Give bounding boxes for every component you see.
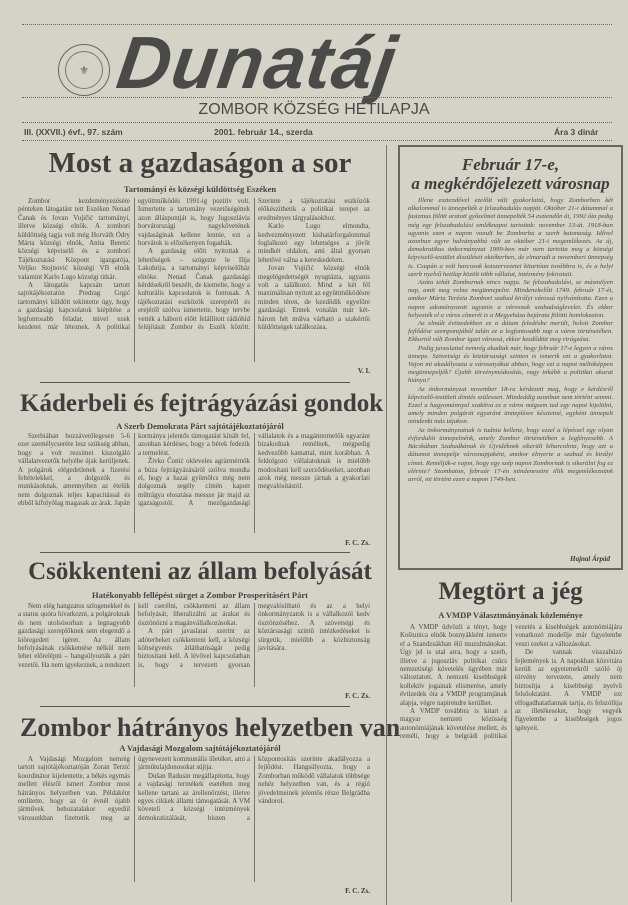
article-body [400,624,622,902]
paragraph: Pedig javaslattal nemrég akadtak már, hogy február 17-e legyen a város ünnepe. Szövetségi és köztársasági szinten is ismerik ezt a gyakorlatot. Vajon mi akadályozza a városatyákat abban, hogy ezt a napot méltóképpen megünnepeljék? Újabb törvénymódosítás, vagy inkább a politikai akarat hiánya? [408,344,613,385]
paragraph: Nem elég hangzatos szlogenekkel és a status quóra hivatkozni, a polgároknak és nem utolsósorban a legnagyobb gazdasági szereplőknek sem elegendő a kiöregedett ígéret. Az állam befolyásának csökkentése nélkül nem lehet előrelépni – hangsúlyozták a párt vezetői. Ha nem igyekeznek, a rendszert kell cserélni, csökkenteni az állam befolyását, liberalizálni az árakat és ösztönözni a magánvállalkozásokat. [18,603,250,669]
masthead-rule-bottom [22,122,612,123]
paragraph: Az önkormányzat november 18-ra kérdezett meg, hogy e kérdésről képviselő-testületi döntés szülessen. Mindeddig azonban nem történt semmi. Ezzel a hagyománnyal szakítva ez a város mégsem tud egy napot kijelölni, amely minden polgárát egyaránt ünneplésre késztetné, egyként ünnepelt mindenki más tájakon. [408,385,613,426]
article-subhead: Tartományi és községi küldöttség Eszéken [123,184,277,194]
masthead-rule [22,97,612,98]
column-divider [386,145,387,905]
editorial-signature: Hajnal Árpád [570,555,610,563]
paragraph: Zombor kezdeményezésére pénteken látogatást tett Eszéken Nenad Čanak és Jovan Vujičić tartományi, illetve községi elnök. A zombori küldöttség tagja volt még Horváth Ódry Márta községi elnök, Anita Beretić községi képviselő és a zombori Tájékoztatási Központ igazgatója, Veljko Stojnović községi VB elnök valamint Karlo Lugo községi titkár. [18,198,130,281]
paragraph: De vannak visszahúzó fejlemények is. A napokban közvitára került az egyetemekről szóló új törvény tervezete, amely nem biztosítja a kisebbségi nyelvű felsőoktatást. A VMDP ezt elfogadhatatlannak tartja, és felszólítja az illetékeseket, hogy vegyék figyelembe a kisebbségek jogos igényeit. [515,649,622,732]
paragraph: Szerbiában hozzávetőlegesen 5-6 ezer személycserére lesz szükség abban, hogy a volt rezsimet kiszolgáló vállalatvezetők helyébe újak kerüljenek. A polgárok elégedetlenek a fizetési feltételekkel, a dolgozók és munkásoknak, amennyiben az ételük nem dolgoznak teljes kapacitással és ebből kifolyólag magasak az árak. Japán kormánya jelentős támogatást kínált fel, azonban kérdéses, hogy a bérek fedezik a termelést. [18,433,250,508]
issue-number: III. (XXVII.) évf., 97. szám [24,127,123,137]
paragraph: A gazdaság előtt nyitottak a lehetőségek – szögezte le Ilija Lakohrija, a tartományi képviselőház elnöke. Nenad Čanak gazdasági kérdésekről beszélt, de kiemelte, hogy a kulturális kapcsolatok is fontosak. A tájékoztatási eszközök szerepéről és erejéről szólva ismertette, hogy tervbe vették a háború előtt felállított rádióhíd felújítását Zombor és Eszék között. Szerinte a tájékoztatási eszközök előkészíthetik a politikai terepet az eredményes tárgyalásokhoz. [138,198,370,332]
article-subhead: A VMDP Választmányának közleménye [438,610,583,620]
newspaper-title: Dunatáj [112,21,403,104]
paragraph: Az elmúlt évtizedekben ez a dátum feledésbe merült, holott Zombor fejlődése szempontjából talán ez a legfontosabb nap a város történetében. Ekkortól vált Zombor igazi várossá, ekkor kezdődött meg virágzása. [408,320,613,344]
editorial-box [398,145,623,570]
paragraph: Illene esztendővel ezelőtt vált gyakorlattá, hogy Zomborban két alkalommal is ünnepelték a felszabadulás napját. Október 21-i dátummal a fasizmus fölött aratott győzelmet ünnepelték 54 esztendőn át, 1992 óta pedig még egy felszabadulási emléknapot tartottak: november 13-át. 1918-ban ugyanis ezen a napon vonult be Zomborba a szerb katonaság. Idővel azonban egyre halványabbá vált az október 21-i megemlékezés. Az új, demokratikus önkormányzat 1999-ben már nem tartotta meg a községi képviselő-testület díszülését októberben, de elmaradt a novemberi ünnepség is. Csupán a volt harcosok kotszervezetei kitartóan továbbra is, és a helyi szerb nyelvű hetilap közölt több vállalat, intézmény fokiratait. [408,197,613,278]
article-body [18,433,370,533]
article-subhead: A Vajdasági Mozgalom sajtótájékoztatójáról [119,743,281,753]
paragraph: A VMDP továbbra is kitart a magyar nemzeti közösség autonómiájának követelése mellett, és reméli, hogy a belgrádi politikai vezetés a kisebbségek autonómiájára vonatkozó modellje már figyelembe veszi ezeket a változásokat. [400,624,622,741]
paragraph: A párt javaslatai szerint az adóterheket csökkenteni kell, a községi költségvetés átláthatóságát pedig biztosítani kell. A lévővel kapcsolatban is, hogy a tervezett gyorsan megvalósítható és az a helyi önkormányzatok is a vállalkozói kedv ösztönzéséhez. A szövetségi és köztársasági szintű intézkedéseket is sürgetik, mielőbb a közbiztonság javítására. [138,603,370,669]
article-subhead: A Szerb Demokrata Párt sajtótájékoztatójáról [116,421,284,431]
paragraph: Dušan Radusin megállapította, hogy a vajdasági termékek esetében meg kellene tartani az árellenőrzést, illetve egyes cikkek állami támogatását. A VM követeli a községi intézmények demokratizálását, hiszen a központosítás szerinte akadályozza a fejlődést. Hangsúlyozta, hogy a Zomborban működő vállalatok többsége nehéz helyzetben van, és a régió jövedelmeinek jelentős része Belgrádba vándorol. [138,756,370,822]
article-body [18,603,370,687]
paragraph: A VMDP üdvözli a tényt, hogy Koštunica elnök bosnyákként ismerte el a Szandzsákban élő muzulmánokat. Úgy jel is utal arra, hogy a szerb, illetve a jugoszláv politikai csúcs nemzetiségi követelés ügyében már változtatott. A nemzeti kisebbségek kollektív jogainak elismerése, amely évtizedek óta a VMDP programjának alapja, végre napirendre kerülhet. [400,624,507,707]
article-headline: Csökkenteni az állam befolyását [28,558,372,585]
article-headline: Káderbeli és fejtrágyázási gondok [20,390,384,417]
article-divider [40,706,350,707]
paragraph: Az önkormányzatnak is tudnia kellene, hogy ezzel a lépéssel egy olyan évfordulót ünnepelnénk, amely Zombor történetében a legfényesebb. A Bácskában Szabadkának és Újvidéknek sikerült kiharcolnia, hogy azt a dátumot ünnepelje városnapjaként, amikor elnyerte a szabad és királyi címet. Reméljük-e vajon, hogy egy szép napon Zombornak is sikerülni fog ez elérnie? Szombaton, február 17-én mindenesetre illik megemlékeznünk arról, mi történt ezen a napon 1749-ben. [408,426,613,483]
article-headline: Most a gazdaságon a sor [48,147,352,179]
article-signature: F. C. Zs. [345,692,370,700]
article-body [18,756,370,882]
article-signature: F. C. Zs. [345,539,370,547]
paragraph: Jovan Vujičić községi elnök megelégedettségét nyugtázta, ugyanis volt a találkozó. Mind a két fél maximálisan nyitott az együttműködésre minden téren, de kezdődik egyelőre gazdasági. Ennek vonalán már két-három hét múlva várható a szakértői küldöttségek találkozása. [258,265,370,332]
editorial-headline [404,155,617,193]
paragraph: A Vajdasági Mozgalom nemrég tartott sajtótájékoztatóján Zoran Terzić koordinátor kijelentette, a békés egymás mellett élésről ismert Zombor most hátrányos helyzetben van. Példaként említette, hogy az öt évnél újabb járművek behozatalakor egyedül városunkban fizettetik meg az úgynevezett kommunális illetéket, ami a járműtulajdonosokat sújtja. [18,756,250,822]
header-rule [22,140,612,141]
seal-emblem-icon: ⚜ [65,51,103,89]
newspaper-subtitle: ZOMBOR KÖZSÉG HETILAPJA [198,101,430,118]
paragraph: Živko Čonić okleveles agrármérnök a búza fejtrágyázásáról szólva mondta el, hogy a hazai gyümölcs még nem dolgoznak segély címén kapott műtrágya elosztása messze jár majd az igazságostól. A mezőgazdasági vállalatok és a magántermelők egyaránt bizakodnak remélnek, mégpedig kedvezőbb kamattal, mint korábban. A feldolgozó vállalatoknak is mielőbb modosítani kell szerződéseiket, azonban azok még messze járnak a gyakorlati megvalósítástól. [138,433,370,508]
town-seal-logo [58,44,110,96]
headline-line: a megkérdőjelezett városnap [411,174,610,193]
editorial-body [408,197,613,549]
article-signature: F. C. Zs. [345,887,370,895]
paragraph: A látogatás kapcsán tartott sajtótájékoztatón Predrag Grgić tartományi küldött tekintette úgy, hogy a gazdasági kapcsolatok kiépítése a legfontosabb feladat, mivel ezek kezdetei már léteznek. A politikai együttműködés 1991-ig pozitív volt. Ismertette a tartomány vezetőségének azon álláspontját is, hogy Jugoszlávia horvátországi nagykövetének vajdaságinak kellene lennie, ezt a horvátok is előzékenyen fogadták. [18,198,250,332]
article-divider [40,382,350,383]
article-headline: Zombor hátrányos helyzetben van [20,713,401,742]
paragraph: Azóta tehát Zombornak nincs napja. Se felszabadulási, se másmilyen nap, amit meg volna megünnepelni. Mindenekelőtt 1749. február 17-ét, amikor Mária Terézia Zombort szabad királyi várossá nyilvánította. Ezen a napon adományozott ugyanis a városnak szabadságlevelet. És ekkor helyezték el a város címerét is a Megyeháza bejárata fölötti homlokzaton. [408,279,613,319]
article-divider [40,552,350,553]
article-signature: V. I. [357,367,370,375]
article-subhead: Hatékonyabb fellépést sürget a Zombor Prosperitásért Párt [92,590,308,600]
article-body [18,198,370,362]
issue-price: Ára 3 dinár [554,127,599,137]
article-headline: Megtört a jég [438,578,583,605]
headline-line: Február 17-e, [461,155,560,174]
paragraph: Karlo Lugo elmondta, kedvezményezett kishatárforgalommal foglalkozó egy lehetséges a jövőt mindkét oldalon, ami által gyorsan lehetővé válna a kereskedelem. [258,223,370,264]
issue-date: 2001. február 14., szerda [214,127,313,137]
